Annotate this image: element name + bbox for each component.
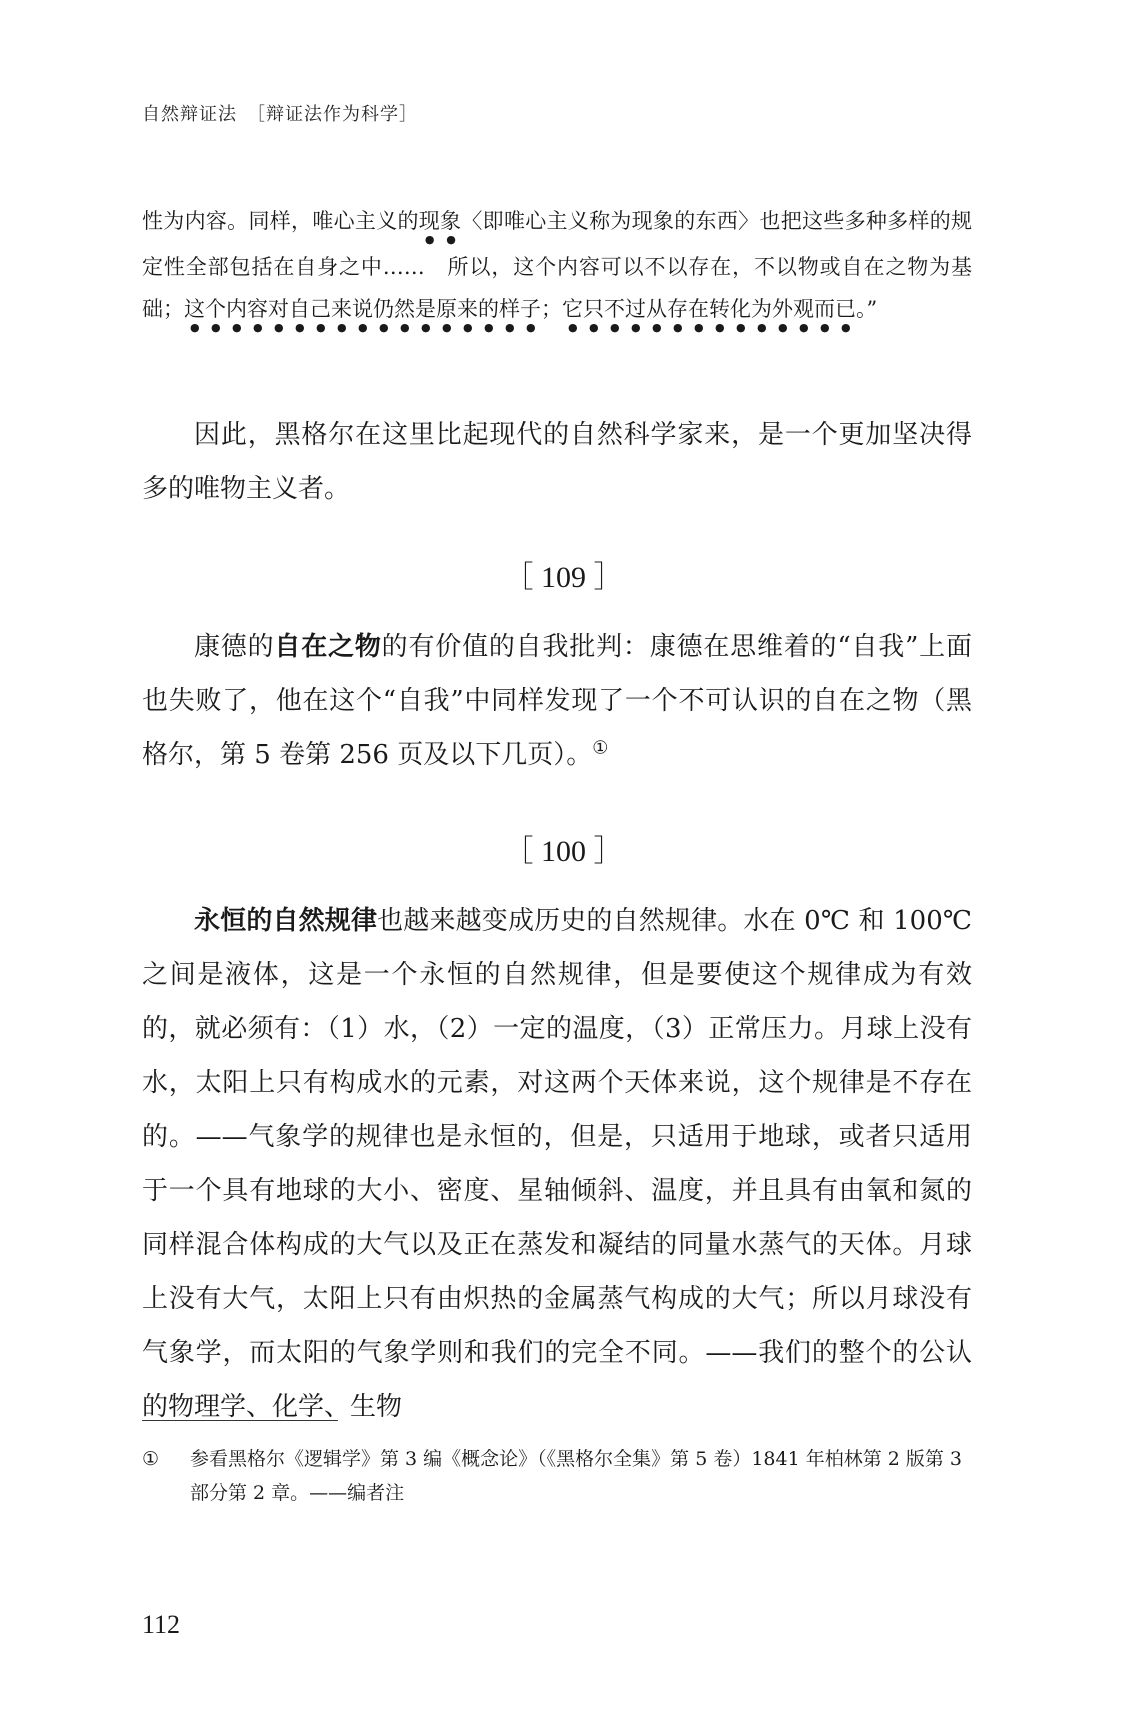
section-100-bold-term: 永恒的自然规律 — [194, 906, 378, 936]
closing-block — [142, 408, 972, 516]
footnote-reference[interactable]: ① — [592, 737, 609, 759]
quoted-passage — [142, 200, 972, 334]
footnote-number: ① — [142, 1448, 160, 1470]
closing-paragraph: 因此，黑格尔在这里比起现代的自然科学家来，是一个更加坚决得多的唯物主义者。 — [142, 420, 972, 504]
footnote — [142, 1442, 972, 1510]
footnote-divider — [142, 1420, 338, 1421]
section-heading-100: ［ 100 ］ — [503, 835, 624, 868]
running-header: 自然辩证法 ［辩证法作为科学］ — [142, 104, 418, 125]
quote-emphasis-1: 现象 — [418, 209, 462, 233]
page-number: 112 — [142, 1610, 181, 1639]
quote-emphasis-2: 这个内容对自己来说仍然是原来的样子；它只不过从存在转化为外观而已 — [184, 297, 856, 321]
section-body-109 — [142, 620, 972, 782]
section-100-text: 也越来越变成历史的自然规律。水在 0℃ 和 100℃之间是液体，这是一个永恒的自然规律，但是要使这个规律成为有效的，就必须有：（1）水，（2）一定的温度，（3）正常压力。月球上没有水，太阳上只有构成水的元素，对这两个天体来说，这个规律是不存在的。——气象学的规律也是永恒的，但是，只适用于地球，或者只适用于一个具有地球的大小、密度、星轴倾斜、温度，并且具有由氧和氮的同样混合体构成的大气以及正在蒸发和凝结的同量水蒸气的天体。月球上没有大气，太阳上只有由炽热的金属蒸气构成的大气；所以月球没有气象学，而太阳的气象学则和我们的完全不同。——我们的整个的公认的物理学、化学、生物 — [142, 906, 972, 1422]
section-109-text-rest: 的有价值的自我批判：康德在思维着的“自我”上面也失败了，他在这个“自我”中同样发现了一个不可认识的自在之物（黑格尔，第 5 卷第 256 页及以下几页）。 — [142, 632, 972, 770]
footnote-text: 参看黑格尔《逻辑学》第 3 编《概念论》（《黑格尔全集》第 5 卷）1841 年柏林第 2 版第 3 部分第 2 章。——编者注 — [190, 1448, 963, 1504]
quote-text-2: 〈即唯心主义称为现象的东西〉也把这些多种多样的规定性全部包括在自身之中…… 所以，这个内容可以不以存在，不以物或自在之物为基础； — [142, 209, 973, 321]
section-100-paragraph — [142, 894, 972, 1434]
quote-text-3: 。” — [856, 297, 878, 321]
section-109-text-start: 康德的 — [194, 632, 275, 662]
quoted-paragraph — [142, 200, 972, 334]
quote-text-1: 性为内容。同样，唯心主义的 — [142, 209, 419, 233]
section-body-100 — [142, 894, 972, 1434]
section-109-paragraph — [142, 620, 972, 782]
section-109-bold-term: 自在之物 — [274, 632, 382, 662]
section-heading-109: ［ 109 ］ — [503, 561, 624, 594]
